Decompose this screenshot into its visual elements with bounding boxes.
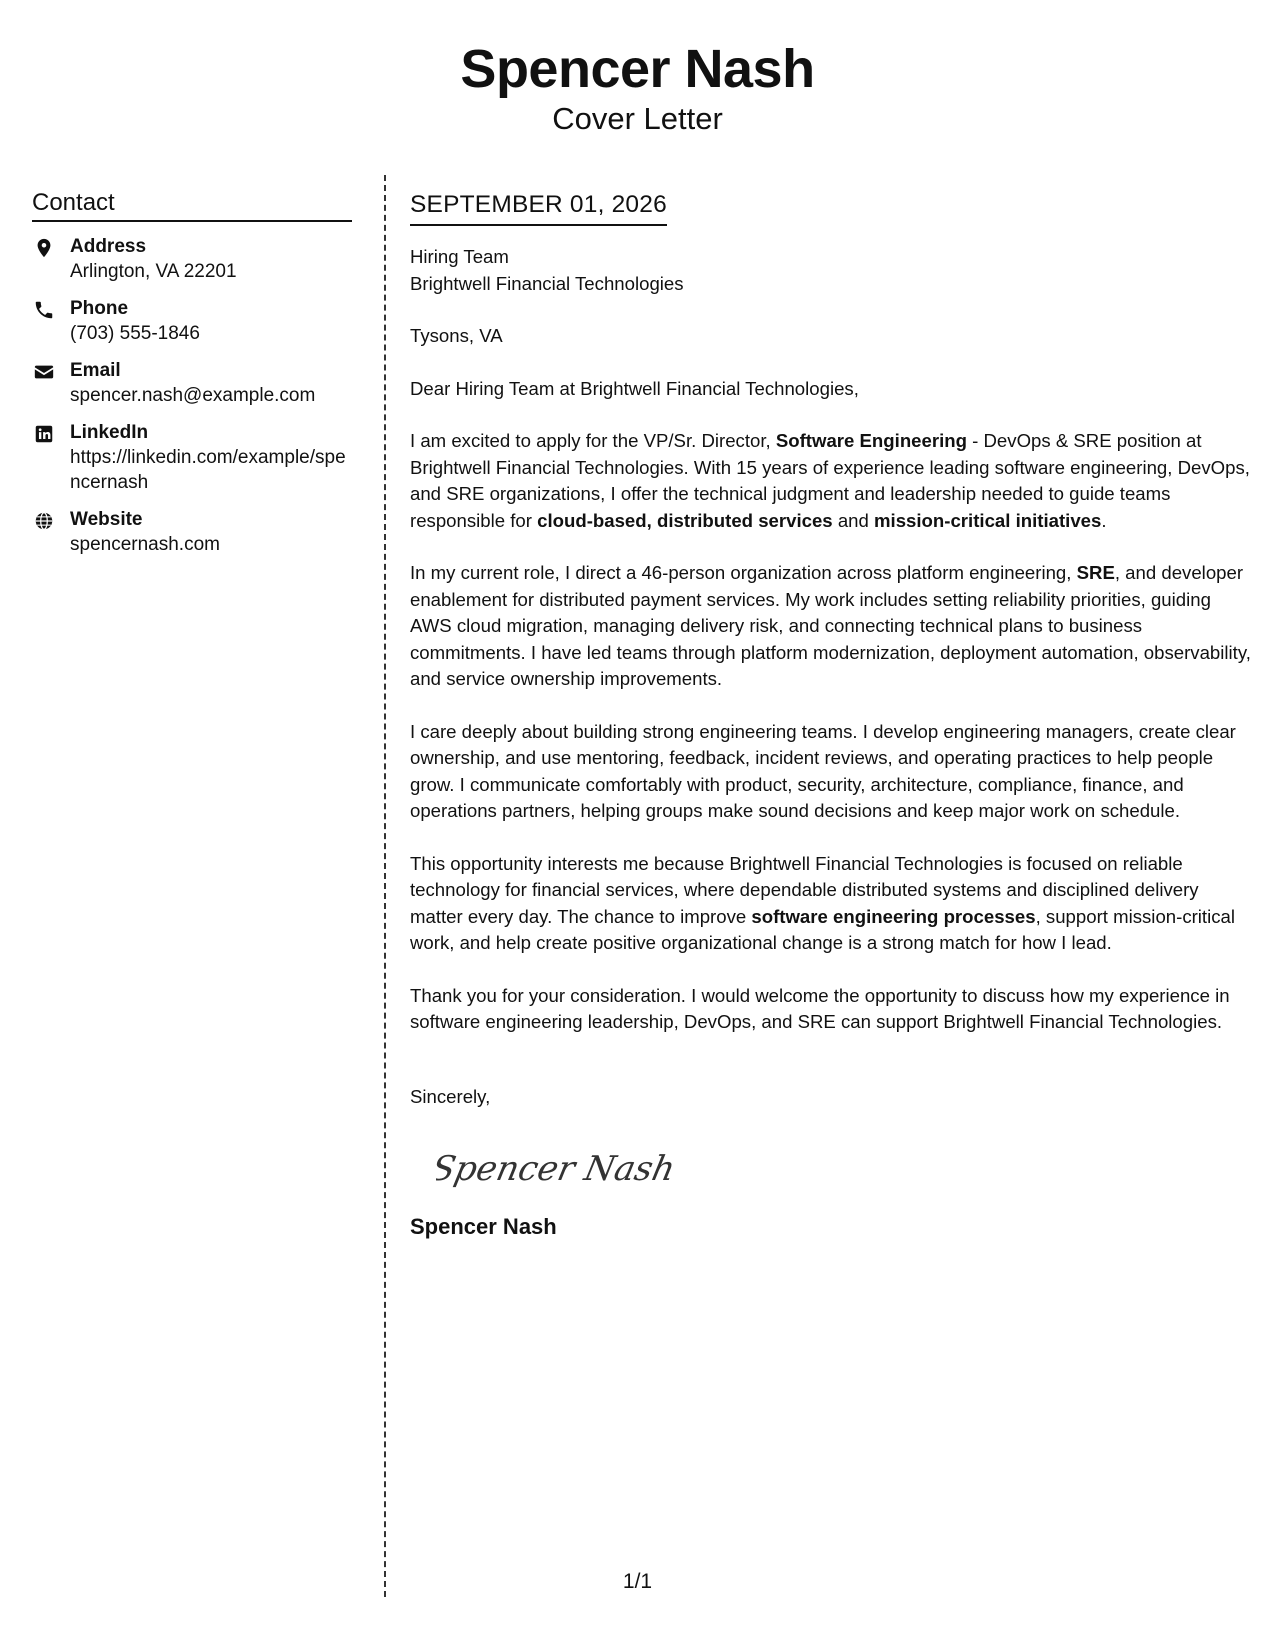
- contact-address: [32, 234, 352, 284]
- paragraph-4: [410, 851, 1255, 957]
- text-run: This opportunity interests me because Brightwell Financial Technologies is focused on reliable technology for financial services, where dependable distributed systems and disciplined delivery matter every day. The chance to improve: [410, 852, 1199, 927]
- contact-label: Address: [70, 236, 147, 257]
- recipient-block: [410, 244, 1255, 297]
- emphasis: software engineering processes: [751, 905, 1036, 927]
- contact-sidebar: [32, 188, 352, 557]
- emphasis: SRE: [1076, 562, 1115, 583]
- paragraph-1: [410, 428, 1255, 534]
- text-run: In my current role, I direct a 46-person organization across platform engineering,: [410, 562, 1077, 583]
- contact-heading: Contact: [32, 188, 352, 222]
- signature-graphic: [436, 1140, 676, 1198]
- contact-value: Arlington, VA 22201: [70, 261, 237, 282]
- paragraph-3: I care deeply about building strong engineering teams. I develop engineering managers, create clear ownership, and use mentoring, feedback, incident reviews, and operating practices to help people grow. I communicate comfortably with product, security, architecture, compliance, finance, and operations partners, helping groups make sound decisions and keep major work on schedule.: [410, 720, 1236, 821]
- letter-header: [0, 38, 1275, 138]
- text-run: .: [1101, 509, 1107, 531]
- signer-name: Spencer Nash: [410, 1214, 557, 1239]
- contact-phone: [32, 296, 352, 346]
- contact-website: [32, 507, 352, 557]
- contact-value: https://linkedin.com/example/spencernash: [70, 447, 346, 493]
- paragraph-2: [410, 560, 1255, 693]
- column-divider: [384, 175, 386, 1597]
- contact-label: LinkedIn: [70, 422, 149, 443]
- contact-linkedin: [32, 420, 352, 495]
- emphasis: cloud-based, distributed services: [537, 509, 833, 531]
- document-subtitle: Cover Letter: [552, 101, 723, 136]
- letter-date-block: [410, 190, 667, 226]
- contact-label: Phone: [70, 298, 129, 319]
- page-number: 1/1: [622, 1570, 653, 1593]
- recipient-line: Hiring Team: [410, 246, 509, 267]
- contact-value: (703) 555-1846: [70, 323, 200, 344]
- signature-text: Spencer Nash: [436, 1149, 676, 1189]
- phone-icon: [32, 299, 56, 321]
- recipient-company: Brightwell Financial Technologies: [410, 272, 684, 294]
- contact-label: Email: [70, 360, 121, 381]
- text-run: , support mission-critical work, and help create positive organizational change is a strong match for how I lead.: [410, 905, 1235, 953]
- map-pin-icon: [32, 237, 56, 259]
- text-run: - DevOps & SRE position at Brightwell Financial Technologies. With 15 years of experience leading software engineering, DevOps, and SRE organizations, I offer the technical judgment and leadership needed to guide teams responsible for: [410, 430, 1250, 531]
- applicant-name: Spencer Nash: [460, 39, 815, 99]
- signature-image: [436, 1140, 1255, 1198]
- paragraph-5: Thank you for your consideration. I would welcome the opportunity to discuss how my experience in software engineering leadership, DevOps, and SRE can support Brightwell Financial Technologies.: [410, 984, 1230, 1032]
- letter-date: SEPTEMBER 01, 2026: [410, 191, 667, 218]
- globe-icon: [32, 510, 56, 532]
- salutation: Dear Hiring Team at Brightwell Financial Technologies,: [410, 377, 859, 399]
- recipient-location: Tysons, VA: [410, 325, 503, 346]
- emphasis: Software Engineering: [775, 430, 967, 451]
- emphasis: mission-critical initiatives: [874, 509, 1102, 531]
- text-run: I am excited to apply for the VP/Sr. Director,: [410, 430, 776, 451]
- linkedin-icon: [32, 423, 56, 445]
- contact-email: [32, 358, 352, 408]
- contact-value: spencer.nash@example.com: [70, 385, 316, 406]
- envelope-icon: [32, 361, 56, 383]
- letter-body: [410, 190, 1255, 1241]
- contact-label: Website: [70, 509, 143, 530]
- contact-value: spencernash.com: [70, 534, 220, 555]
- closing: Sincerely,: [410, 1085, 491, 1107]
- text-run: , and developer enablement for distributed payment services. My work includes setting reliability priorities, guiding AWS cloud migration, managing delivery risk, and connecting technical plans to business commitments. I have led teams through platform modernization, deployment automation, observability, and service ownership improvements.: [410, 562, 1251, 689]
- text-run: and: [832, 509, 875, 531]
